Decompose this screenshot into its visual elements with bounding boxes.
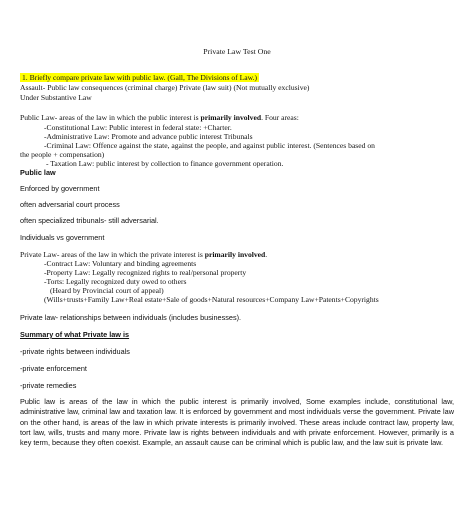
assault-line: Assault- Public law consequences (criminal charge) Private (law suit) (Not mutually exclusive) <box>20 83 310 92</box>
summary-paragraph: Public law is areas of the law in which the public interest is primarily involved, Some examples include, constitutional law, administrative law, criminal law and taxation law. It is enforced by government and most individuals verse the government. Private law on the other hand, is areas of the law in which private interests is primarily involved. These areas include contract law, property law, tort law, wills, trusts and many more. Private law is rights between individuals and with private enforcement. However, primarily is a key term, because they often coexist. Example, an assault cause can be criminal which is public law, and the law suit is private law. <box>20 397 454 448</box>
public-law-bold: primarily involved <box>200 113 262 122</box>
summary-heading: Summary of what Private law is <box>20 330 130 339</box>
public-law-item: - Taxation Law: public interest by collection to finance government operation. <box>46 159 284 168</box>
public-law-item: -Criminal Law: Offence against the state, against the people, and against public interest. (Sentences based on <box>44 141 375 150</box>
private-law-suffix: . <box>265 250 268 259</box>
private-law-prefix: Private Law- areas of the law in which the private interest is <box>20 250 205 259</box>
public-law-heading: Public law <box>20 168 56 177</box>
public-law-note: often specialized tribunals- still adversarial. <box>20 216 159 225</box>
public-law-item: the people + compensation) <box>20 150 105 159</box>
document-title: Private Law Test One <box>203 47 271 56</box>
public-law-item: -Administrative Law: Promote and advance public interest Tribunals <box>44 132 253 141</box>
public-law-suffix: . Four areas: <box>261 113 299 122</box>
public-law-note: Enforced by government <box>20 184 100 193</box>
private-law-item: (Wills+trusts+Family Law+Real estate+Sale of goods+Natural resources+Company Law+Patents+Copyrights <box>44 295 379 304</box>
summary-item: -private rights between individuals <box>20 347 130 356</box>
summary-item: -private enforcement <box>20 364 87 373</box>
private-relationships: Private law- relationships between individuals (includes businesses). <box>20 313 242 322</box>
public-law-note: Individuals vs government <box>20 233 105 242</box>
substantive-line: Under Substantive Law <box>20 93 92 102</box>
private-law-item: -Torts: Legally recognized duty owed to others <box>44 277 187 286</box>
highlighted-question: 1. Briefly compare private law with public law. (Gall, The Divisions of Law.) <box>22 73 258 82</box>
public-law-prefix: Public Law- areas of the law in which the public interest is <box>20 113 201 122</box>
question-line <box>20 73 259 83</box>
private-law-item: -Contract Law: Voluntary and binding agreements <box>44 259 197 268</box>
private-law-item: -Property Law: Legally recognized rights to real/personal property <box>44 268 247 277</box>
private-law-item: (Heard by Provincial court of appeal) <box>50 286 164 295</box>
public-law-definition <box>20 113 299 123</box>
public-law-note: often adversarial court process <box>20 200 120 209</box>
private-law-bold: primarily involved <box>204 250 266 259</box>
public-law-item: -Constitutional Law: Public interest in federal state: +Charter. <box>44 123 232 132</box>
summary-item: -private remedies <box>20 381 77 390</box>
